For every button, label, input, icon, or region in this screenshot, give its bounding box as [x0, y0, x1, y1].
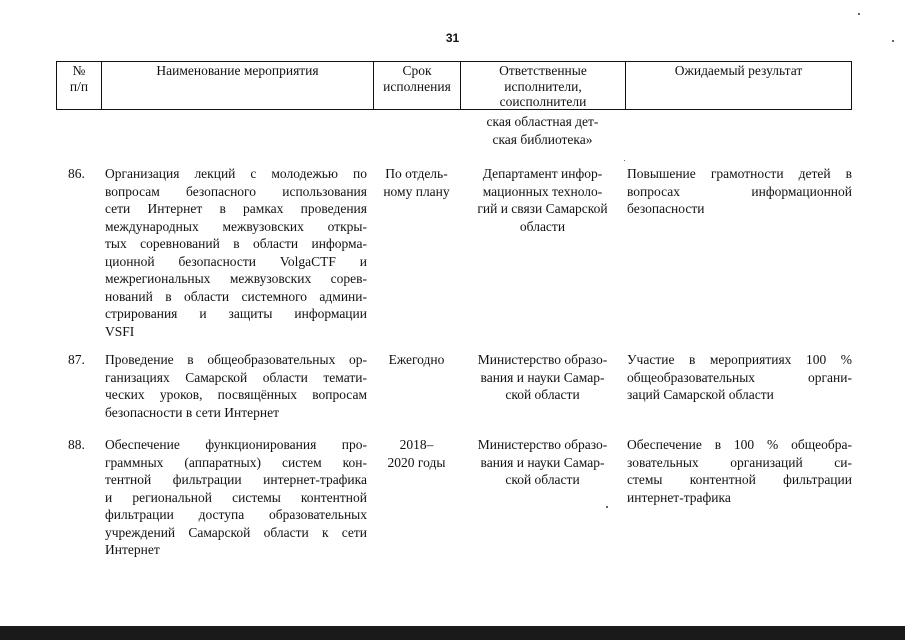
row-result-line: зовательных организаций си-	[627, 454, 852, 470]
row-name-line: Обеспечение функционирования про-	[105, 437, 367, 452]
row-result-line: интернет-трафика	[627, 489, 731, 505]
header-num	[57, 62, 102, 109]
row-result-line: общеобразовательных органи-	[627, 369, 852, 385]
row-term-line: 2018–	[399, 437, 434, 452]
row-name-line: Проведение в общеобразовательных ор-	[105, 352, 367, 367]
row-term-line: По отдель-	[385, 166, 448, 181]
header-responsible	[461, 62, 626, 109]
row-responsible-line: Департамент инфор-	[482, 166, 603, 181]
row-responsible-line: вания и науки Самар-	[480, 454, 605, 470]
row-result	[625, 436, 852, 559]
row-responsible-line: ской области	[505, 387, 580, 402]
continuation-line: ская библиотека»	[492, 131, 593, 147]
table-row	[56, 351, 852, 421]
row-name-line: VSFI	[105, 323, 135, 339]
row-name-line: тых соревнований в области информа-	[105, 236, 367, 251]
row-name-line: стрирования и защиты информации	[105, 306, 367, 321]
row-name-line: Организация лекций с молодежью по	[105, 166, 367, 181]
row-term	[373, 165, 460, 340]
row-responsible-line: Министерство образо-	[477, 352, 608, 367]
row-result-line: Участие в мероприятиях 100 %	[627, 352, 852, 367]
row-name	[101, 165, 373, 340]
table-header	[56, 61, 852, 110]
row-name-line: нований в области системного админи-	[105, 288, 367, 304]
header-term-line: исполнения	[383, 78, 451, 94]
page-number: 31	[445, 31, 460, 45]
row-responsible-line: ской области	[505, 472, 580, 487]
row-name-line: граммных (аппаратных) систем кон-	[105, 454, 367, 470]
row-responsible-line: гий и связи Самарской	[477, 201, 608, 216]
continuation-text	[460, 113, 625, 148]
row-responsible-line: мационных техноло-	[482, 183, 603, 199]
row-name	[101, 351, 373, 421]
row-result	[625, 165, 852, 340]
row-name-line: вопросам безопасного использования	[105, 183, 367, 199]
row-number: 86.	[68, 166, 85, 181]
row-name-line: фильтрации доступа образовательных	[105, 507, 367, 522]
row-name	[101, 436, 373, 559]
table-row	[56, 436, 852, 559]
row-number: 87.	[68, 352, 85, 367]
header-responsible-line: Ответственные	[499, 63, 587, 78]
scan-speck	[858, 13, 860, 15]
header-term-line: Срок	[402, 63, 432, 78]
row-name-line: ганизациях Самарской области темати-	[105, 369, 367, 385]
row-result-line: вопросах информационной	[627, 183, 852, 199]
row-number: 88.	[68, 437, 85, 452]
row-term-line: ному плану	[383, 183, 450, 199]
row-name-line: и региональной системы контентной	[105, 489, 367, 505]
row-result-line: заций Самарской области	[627, 387, 774, 402]
header-result-line: Ожидаемый результат	[674, 63, 803, 78]
row-name-line: тентной фильтрации интернет-трафика	[105, 472, 367, 487]
row-name-line: ческих уроков, посвящённых вопросам	[105, 387, 367, 402]
row-name-line: безопасности в сети Интернет	[105, 404, 279, 420]
row-responsible-line: области	[519, 218, 566, 234]
header-responsible-line: исполнители,	[504, 78, 582, 94]
row-responsible-line: Министерство образо-	[477, 437, 608, 452]
row-name-line: ционной безопасности VolgaCTF и	[105, 253, 367, 269]
row-result-line: Повышение грамотности детей в	[627, 166, 852, 181]
header-num-line: п/п	[69, 78, 89, 94]
row-term-line: Ежегодно	[388, 352, 445, 367]
scan-speck	[892, 40, 894, 42]
row-name-line: учреждений Самарской области к сети	[105, 524, 367, 540]
row-result-line: Обеспечение в 100 % общеобра-	[627, 437, 852, 452]
row-responsible	[460, 165, 625, 340]
row-name-line: Интернет	[105, 542, 160, 557]
row-name-line: сети Интернет в рамках проведения	[105, 201, 367, 216]
continuation-line: ская областная дет-	[486, 114, 599, 129]
scan-speck	[606, 506, 608, 508]
row-responsible-line: вания и науки Самар-	[480, 369, 605, 385]
row-term-line: 2020 годы	[387, 454, 446, 470]
row-term	[373, 351, 460, 421]
row-name-line: межрегиональных межвузовских сорев-	[105, 271, 367, 286]
header-name-line: Наименование мероприятия	[156, 63, 319, 78]
header-result	[626, 62, 851, 109]
table-row	[56, 165, 852, 340]
row-responsible	[460, 351, 625, 421]
row-term	[373, 436, 460, 559]
header-num-line: №	[72, 63, 86, 78]
header-term	[374, 62, 461, 109]
scan-speck	[624, 160, 625, 161]
row-name-line: международных межвузовских откры-	[105, 218, 367, 234]
row-result-line: безопасности	[627, 201, 705, 216]
row-responsible	[460, 436, 625, 559]
row-result-line: стемы контентной фильтрации	[627, 472, 852, 487]
scan-edge-bar	[0, 626, 905, 640]
header-name	[102, 62, 374, 109]
header-responsible-line: соисполнители	[499, 94, 587, 109]
row-result	[625, 351, 852, 421]
